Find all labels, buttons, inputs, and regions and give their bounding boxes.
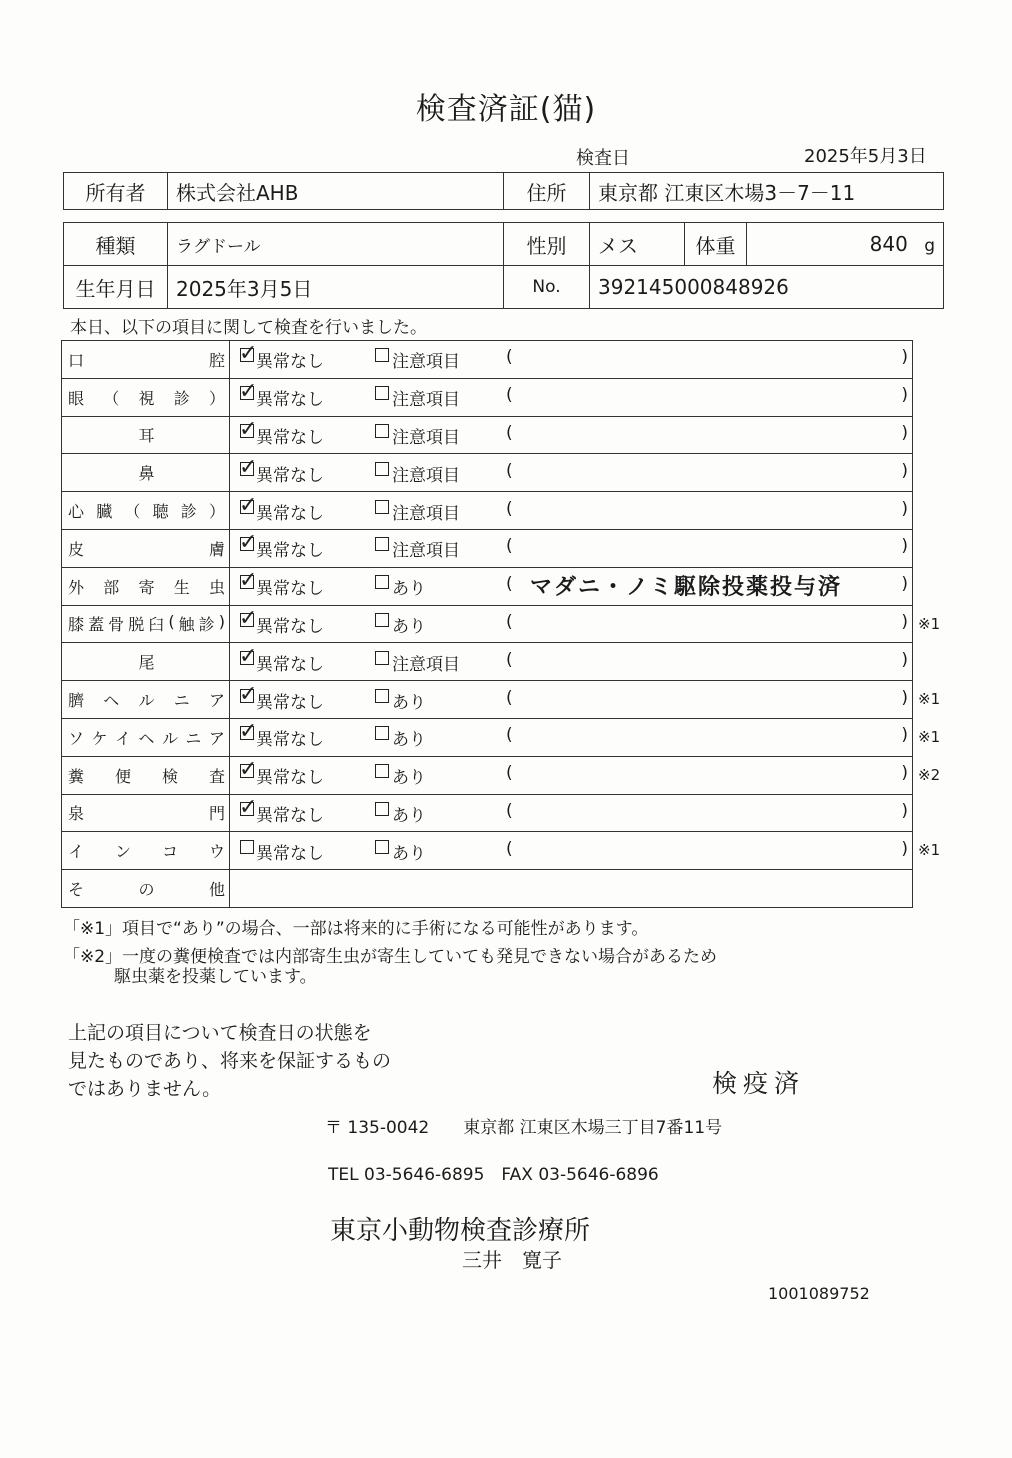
no-abnormality-checkbox[interactable]: [239, 643, 258, 669]
weight-unit: g: [924, 236, 935, 256]
no-abnormality-checkbox[interactable]: [239, 492, 258, 518]
check-mark-icon: ✓: [239, 719, 258, 745]
check-row: [62, 832, 913, 870]
footnote-mark: ※1: [918, 841, 941, 860]
check-row: [62, 341, 913, 379]
disclaimer-line-3: ではありません。: [68, 1078, 222, 1100]
open-paren: (: [506, 347, 513, 368]
close-paren: ): [901, 649, 908, 670]
open-paren: (: [506, 422, 513, 443]
other-row: [62, 870, 913, 908]
check-result: [230, 567, 913, 605]
attention-label: 注意項目: [392, 465, 460, 486]
attention-label: あり: [392, 579, 426, 600]
check-item-name: [62, 718, 230, 756]
check-mark-icon: ✓: [239, 643, 258, 669]
check-result: [230, 718, 913, 756]
attention-label: あり: [392, 616, 426, 637]
page-title: 検査済証(猫): [415, 92, 597, 127]
check-result: [230, 681, 913, 719]
open-paren: (: [506, 800, 513, 821]
footnote-mark: ※1: [918, 728, 941, 746]
check-mark-icon: ✓: [239, 681, 258, 707]
address-label: 住所: [504, 173, 590, 210]
footnote-mark: ※1: [918, 614, 941, 633]
check-result: [230, 756, 913, 794]
attention-label: あり: [392, 805, 426, 826]
no-abnormality-label: 異常なし: [256, 730, 324, 751]
check-row: [62, 454, 913, 492]
check-result: [230, 529, 913, 567]
close-paren: ): [901, 536, 908, 557]
check-result: [230, 832, 913, 870]
checks-table: [61, 340, 913, 908]
clinic-address: 〒 135-0042 東京都 江東区木場三丁目7番11号: [325, 1118, 723, 1138]
check-item-label: 眼 （ 視 診 ）: [68, 388, 225, 408]
check-mark-icon: ✓: [239, 341, 258, 367]
intro-text: 本日、以下の項目に関して検査を行いました。: [70, 318, 427, 338]
open-paren: (: [506, 611, 513, 632]
no-abnormality-checkbox[interactable]: [239, 530, 258, 556]
attention-label: あり: [392, 768, 426, 789]
check-item-name: [62, 832, 230, 870]
disclaimer-line-1: 上記の項目について検査日の状態を: [68, 1022, 372, 1044]
check-row: [62, 492, 913, 530]
check-item-label: 口 腔: [68, 350, 225, 370]
check-mark-icon: ✓: [239, 794, 258, 820]
close-paren: ): [901, 574, 908, 595]
no-abnormality-checkbox[interactable]: [239, 794, 258, 820]
no-abnormality-checkbox[interactable]: [239, 568, 258, 594]
no-abnormality-checkbox[interactable]: [239, 379, 258, 405]
check-row: [62, 529, 913, 567]
owner-table: [63, 172, 944, 210]
check-result: [230, 794, 913, 832]
check-result: [230, 378, 913, 416]
close-paren: ): [901, 611, 908, 632]
check-row: [62, 756, 913, 794]
attention-checkbox[interactable]: [375, 689, 389, 703]
attention-checkbox[interactable]: [375, 613, 389, 627]
close-paren: ): [901, 347, 908, 368]
attention-label: 注意項目: [392, 541, 460, 562]
check-item-name: [62, 416, 230, 454]
address-value: 東京都 江東区木場3－7－11: [590, 173, 944, 210]
check-row: [62, 416, 913, 454]
disclaimer-line-2: 見たものであり、将来を保証するもの: [68, 1050, 392, 1072]
note-1: 「※1」項目で“あり”の場合、一部は将来的に手術になる可能性があります。: [63, 919, 649, 939]
check-item-label: 尾: [138, 653, 155, 673]
no-abnormality-label: 異常なし: [256, 692, 324, 713]
check-item-name: [62, 794, 230, 832]
check-row: [62, 681, 913, 719]
no-abnormality-checkbox[interactable]: [239, 681, 258, 707]
check-result: [230, 643, 913, 681]
no-abnormality-label: 異常なし: [256, 768, 324, 789]
check-item-label: 臍 ヘ ル ニ ア: [68, 691, 225, 711]
attention-checkbox[interactable]: [375, 537, 389, 551]
clinic-name: 東京小動物検査診療所: [330, 1216, 591, 1246]
attention-checkbox[interactable]: [375, 424, 389, 438]
no-abnormality-label: 異常なし: [256, 654, 324, 675]
close-paren: ): [901, 460, 908, 481]
number-value: 392145000848926: [590, 266, 944, 309]
close-paren: ): [901, 725, 908, 746]
attention-label: あり: [392, 692, 426, 713]
owner-value: 株式会社AHB: [168, 173, 504, 210]
no-abnormality-checkbox[interactable]: [240, 840, 254, 854]
pet-table: [63, 222, 944, 309]
exam-date: 2025年5月3日: [804, 146, 927, 167]
attention-label: 注意項目: [392, 427, 460, 448]
weight-cell: [747, 223, 944, 266]
open-paren: (: [506, 725, 513, 746]
no-abnormality-checkbox[interactable]: [239, 454, 258, 480]
open-paren: (: [506, 838, 513, 859]
check-item-name: [62, 529, 230, 567]
check-item-label: 心 臓 （ 聴 診 ）: [68, 502, 225, 522]
close-paren: ): [901, 498, 908, 519]
vet-name: 三井 寛子: [462, 1248, 562, 1272]
check-mark-icon: ✓: [239, 454, 258, 480]
close-paren: ): [901, 687, 908, 708]
birth-label: 生年月日: [64, 266, 168, 309]
no-abnormality-checkbox[interactable]: [239, 605, 258, 631]
breed-value: ラグドール: [168, 223, 504, 266]
check-result: [230, 454, 913, 492]
attention-checkbox[interactable]: [375, 462, 389, 476]
check-row: [62, 567, 913, 605]
check-item-label: 泉 門: [68, 804, 225, 824]
attention-checkbox[interactable]: [375, 500, 389, 514]
check-item-label: 耳: [138, 426, 155, 446]
attention-checkbox[interactable]: [375, 726, 389, 740]
check-item-label: ソ ケ イ ヘ ル ニ ア: [68, 728, 225, 748]
attention-checkbox[interactable]: [375, 575, 389, 589]
no-abnormality-checkbox[interactable]: [239, 719, 258, 745]
open-paren: (: [506, 763, 513, 784]
check-row: [62, 794, 913, 832]
other-label: そ の 他: [68, 880, 225, 900]
check-result: [230, 605, 913, 643]
no-abnormality-label: 異常なし: [256, 465, 324, 486]
check-row: [62, 378, 913, 416]
check-item-name: [62, 492, 230, 530]
check-item-name: [62, 643, 230, 681]
check-item-label: 皮 膚: [68, 539, 225, 559]
close-paren: ): [901, 838, 908, 859]
close-paren: ): [901, 763, 908, 784]
note-3: 駆虫薬を投薬しています。: [114, 967, 317, 987]
footnote-mark: ※2: [918, 765, 941, 784]
attention-label: あり: [392, 843, 426, 864]
no-abnormality-label: 異常なし: [256, 352, 324, 373]
no-abnormality-label: 異常なし: [256, 805, 324, 826]
check-item-label: 外 部 寄 生 虫: [68, 577, 225, 597]
no-abnormality-checkbox[interactable]: [239, 416, 258, 442]
check-item-label: 膝 蓋 骨 脱 臼 ( 触 診 ): [68, 612, 225, 635]
check-result: [230, 341, 913, 379]
attention-label: あり: [392, 730, 426, 751]
note-2: 「※2」一度の糞便検査では内部寄生虫が寄生していても発見できない場合があるため: [63, 947, 718, 967]
sex-label: 性別: [504, 223, 590, 266]
no-abnormality-label: 異常なし: [256, 390, 324, 411]
open-paren: (: [506, 574, 513, 595]
check-mark-icon: ✓: [239, 757, 258, 783]
check-item-label: 鼻: [138, 464, 155, 484]
other-field[interactable]: [230, 870, 913, 908]
no-abnormality-checkbox[interactable]: [239, 341, 258, 367]
check-item-label: 糞 便 検 査: [68, 766, 225, 786]
check-mark-icon: ✓: [239, 379, 258, 405]
open-paren: (: [506, 460, 513, 481]
serial-number: 1001089752: [768, 1284, 870, 1303]
check-item-name: [62, 454, 230, 492]
close-paren: ): [901, 422, 908, 443]
check-result: [230, 416, 913, 454]
clinic-phone: TEL 03-5646-6895 FAX 03-5646-6896: [328, 1165, 659, 1185]
open-paren: (: [506, 649, 513, 670]
check-item-name: [62, 567, 230, 605]
check-item-name: [62, 378, 230, 416]
check-item-name: [62, 341, 230, 379]
attention-checkbox[interactable]: [375, 651, 389, 665]
quarantine-stamp: 検疫済: [712, 1069, 806, 1098]
attention-checkbox[interactable]: [375, 386, 389, 400]
check-row: [62, 643, 913, 681]
check-row: [62, 605, 913, 643]
attention-checkbox[interactable]: [375, 802, 389, 816]
other-label-cell: [62, 870, 230, 908]
number-label: No.: [504, 266, 590, 309]
no-abnormality-label: 異常なし: [256, 579, 324, 600]
check-mark-icon: ✓: [239, 605, 258, 631]
check-mark-icon: ✓: [239, 568, 258, 594]
attention-label: 注意項目: [392, 503, 460, 524]
check-item-label: イ ン コ ウ: [68, 842, 225, 862]
close-paren: ): [901, 385, 908, 406]
attention-label: 注意項目: [392, 390, 460, 411]
no-abnormality-label: 異常なし: [256, 843, 324, 864]
attention-checkbox[interactable]: [375, 348, 389, 362]
no-abnormality-checkbox[interactable]: [239, 757, 258, 783]
owner-label: 所有者: [64, 173, 168, 210]
no-abnormality-label: 異常なし: [256, 616, 324, 637]
exam-date-label: 検査日: [576, 148, 630, 169]
no-abnormality-label: 異常なし: [256, 541, 324, 562]
close-paren: ): [901, 800, 908, 821]
check-item-name: [62, 681, 230, 719]
breed-label: 種類: [64, 223, 168, 266]
check-mark-icon: ✓: [239, 492, 258, 518]
birth-value: 2025年3月5日: [168, 266, 504, 309]
open-paren: (: [506, 385, 513, 406]
remark-text: マダニ・ノミ駆除投薬投与済: [530, 575, 843, 601]
no-abnormality-label: 異常なし: [256, 427, 324, 448]
check-item-name: [62, 605, 230, 643]
attention-label: 注意項目: [392, 654, 460, 675]
attention-label: 注意項目: [392, 352, 460, 373]
sex-value: メス: [590, 223, 685, 266]
check-result: [230, 492, 913, 530]
check-mark-icon: ✓: [239, 416, 258, 442]
no-abnormality-label: 異常なし: [256, 503, 324, 524]
footnote-mark: ※1: [918, 690, 941, 709]
open-paren: (: [506, 687, 513, 708]
check-item-name: [62, 756, 230, 794]
check-mark-icon: ✓: [239, 530, 258, 556]
weight-label: 体重: [685, 223, 747, 266]
open-paren: (: [506, 498, 513, 519]
attention-checkbox[interactable]: [375, 764, 389, 778]
weight-value: 840: [869, 232, 908, 256]
check-row: [62, 718, 913, 756]
open-paren: (: [506, 536, 513, 557]
attention-checkbox[interactable]: [375, 840, 389, 854]
